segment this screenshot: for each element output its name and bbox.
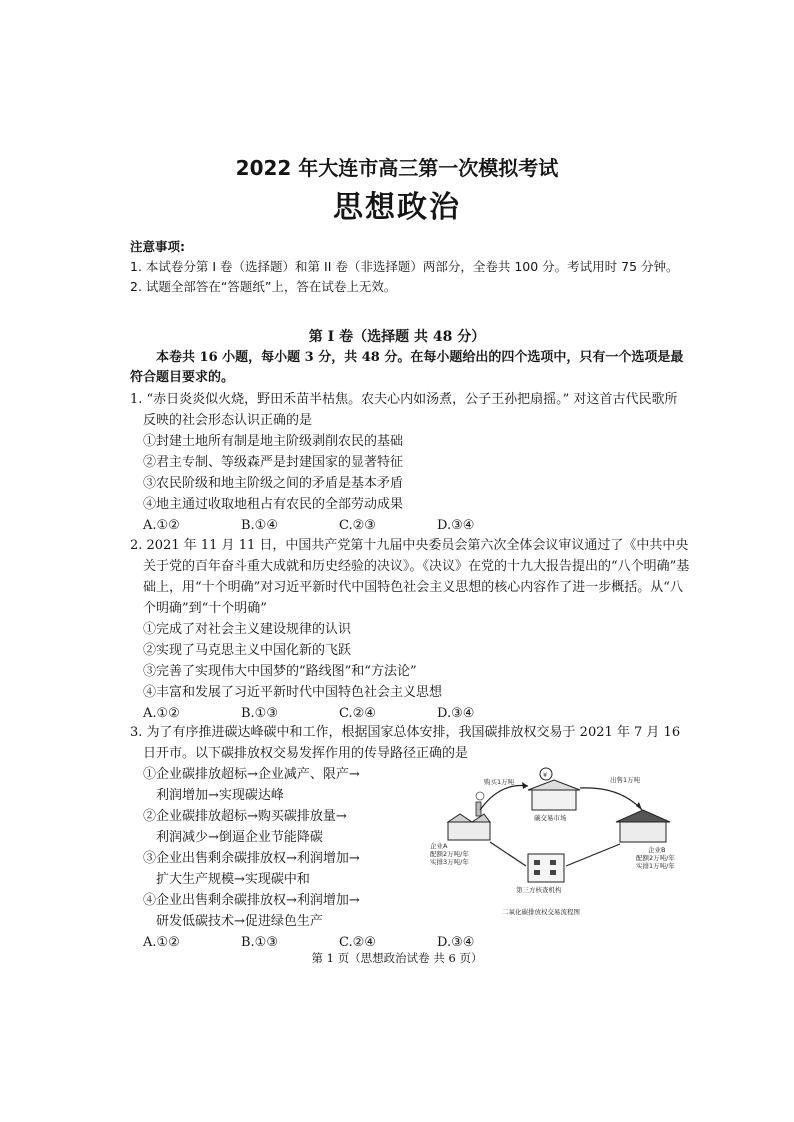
choice-a: A.①② [143,518,180,533]
choice-d: D.③④ [437,706,475,721]
diagram-caption: 二氧化碳排放权交易流程图 [502,908,580,916]
question-2-item: ④丰富和发展了习近平新时代中国特色社会主义思想 [143,685,443,700]
third-party-building-icon [528,854,564,882]
question-3-item: ①企业碳排放超标→企业减产、限产→ [143,767,360,782]
company-a-name: 企业A [430,842,448,850]
question-3-item-cont: 扩大生产规模→实现碳中和 [156,872,310,887]
choice-a: A.①② [143,706,180,721]
company-b-factory-icon [616,810,670,842]
arrow-sell [580,788,642,810]
choice-a: A.①② [143,935,180,950]
choice-c: C.②③ [339,518,376,533]
carbon-trading-diagram-svg [420,762,690,922]
question-1-choices [130,515,690,536]
arrowhead-sell [636,802,642,810]
section-intro: 本卷共 16 小题，每小题 3 分，共 48 分。在每小题给出的四个选项中，只有一个选项是最符合题目要求的。 [130,350,684,385]
question-3-item-cont: 利润增加→实现碳达峰 [156,788,284,803]
notice-line-2: 2. 试题全部答在“答题纸”上，答在试卷上无效。 [130,279,397,294]
question-1-item: ②君主专制、等级森严是封建国家的显著特征 [143,455,404,470]
question-3-item: ③企业出售剩余碳排放权→利润增加→ [143,851,360,866]
question-2-item: ③完善了实现伟大中国梦的“路线图”和“方法论” [143,664,417,679]
arrowhead-buy [522,782,528,789]
question-2-stem: 2. 2021 年 11 月 11 日，中国共产党第十九届中央委员会第六次全体会议审议通过了《中共中央关于党的百年奋斗重大成就和历史经验的决议》。《决议》在党的十九大报告提出的“八个明确”基础上，用“十个明确”对习近平新时代中国特色社会主义思想的核心内容作了进一步概括。从“八个明确”到“十个明确” [130,538,690,616]
company-a-quota: 配额2万吨/年 [430,850,469,858]
arrow-buy [480,786,528,811]
third-party-label: 第三方核查机构 [516,886,562,894]
choice-b: B.①④ [241,518,278,533]
question-2-item: ①完成了对社会主义建设规律的认识 [143,622,352,637]
choice-d: D.③④ [437,935,475,950]
arrow-a-check [490,842,526,866]
notice-line-1: 1. 本试卷分第 I 卷（选择题）和第 II 卷（非选择题）两部分，全卷共 100 分。考试用时 75 分钟。 [130,259,679,274]
svg-text:¥: ¥ [543,771,548,779]
question-3-item: ②企业碳排放超标→购买碳排放量→ [143,809,347,824]
choice-b: B.①③ [241,935,278,950]
question-1-item: ①封建土地所有制是地主阶级剥削农民的基础 [143,434,404,449]
question-1-item: ④地主通过收取地租占有农民的全部劳动成果 [143,497,404,512]
company-b-actual: 实排1万吨/年 [636,862,675,870]
notice-block [130,237,690,297]
question-2-item: ②实现了马克思主义中国化新的飞跃 [143,643,352,658]
page-footer: 第 1 页（思想政治试卷 共 6 页） [311,951,483,965]
question-3-item-cont: 利润减少→倒逼企业节能降碳 [156,830,323,845]
question-3-item-cont: 研发低碳技术→促进绿色生产 [156,914,323,929]
buy-label: 购买1万吨 [484,778,515,786]
question-2 [130,535,690,724]
choice-c: C.②④ [339,935,376,950]
question-3-item: ④企业出售剩余碳排放权→利润增加→ [143,893,360,908]
question-1 [130,389,690,536]
choice-c: C.②④ [339,706,376,721]
section-title: 第 I 卷（选择题 共 48 分） [308,329,486,345]
question-1-item: ③农民阶级和地主阶级之间的矛盾是基本矛盾 [143,476,404,491]
choice-b: B.①③ [241,706,278,721]
company-b-quota: 配额2万吨/年 [636,854,675,862]
subject-title: 思想政治 [333,190,461,225]
company-a-actual: 实排3万吨/年 [430,858,469,866]
carbon-trading-diagram [420,762,690,922]
notice-heading: 注意事项: [130,239,185,254]
question-1-stem: 1. “赤日炎炎似火烧，野田禾苗半枯焦。农夫心内如汤煮，公子王孙把扇摇。” 对这首古代民歌所反映的社会形态认识正确的是 [130,392,678,428]
question-3-stem: 3. 为了有序推进碳达峰碳中和工作，根据国家总体安排，我国碳排放权交易于 2021 年 7 月 16 日开市。以下碳排放权交易发挥作用的传导路径正确的是 [130,725,681,761]
market-building-icon [528,768,580,810]
exam-title: 2022 年大连市高三第一次模拟考试 [235,156,559,180]
company-a-factory-icon [448,792,490,840]
sell-label: 出售1万吨 [610,776,641,784]
market-label: 碳交易市场 [534,814,567,822]
question-2-choices [130,703,690,724]
question-3-items [130,764,400,932]
choice-d: D.③④ [437,518,475,533]
company-b-name: 企业B [648,846,666,854]
arrow-b-check [566,844,620,866]
